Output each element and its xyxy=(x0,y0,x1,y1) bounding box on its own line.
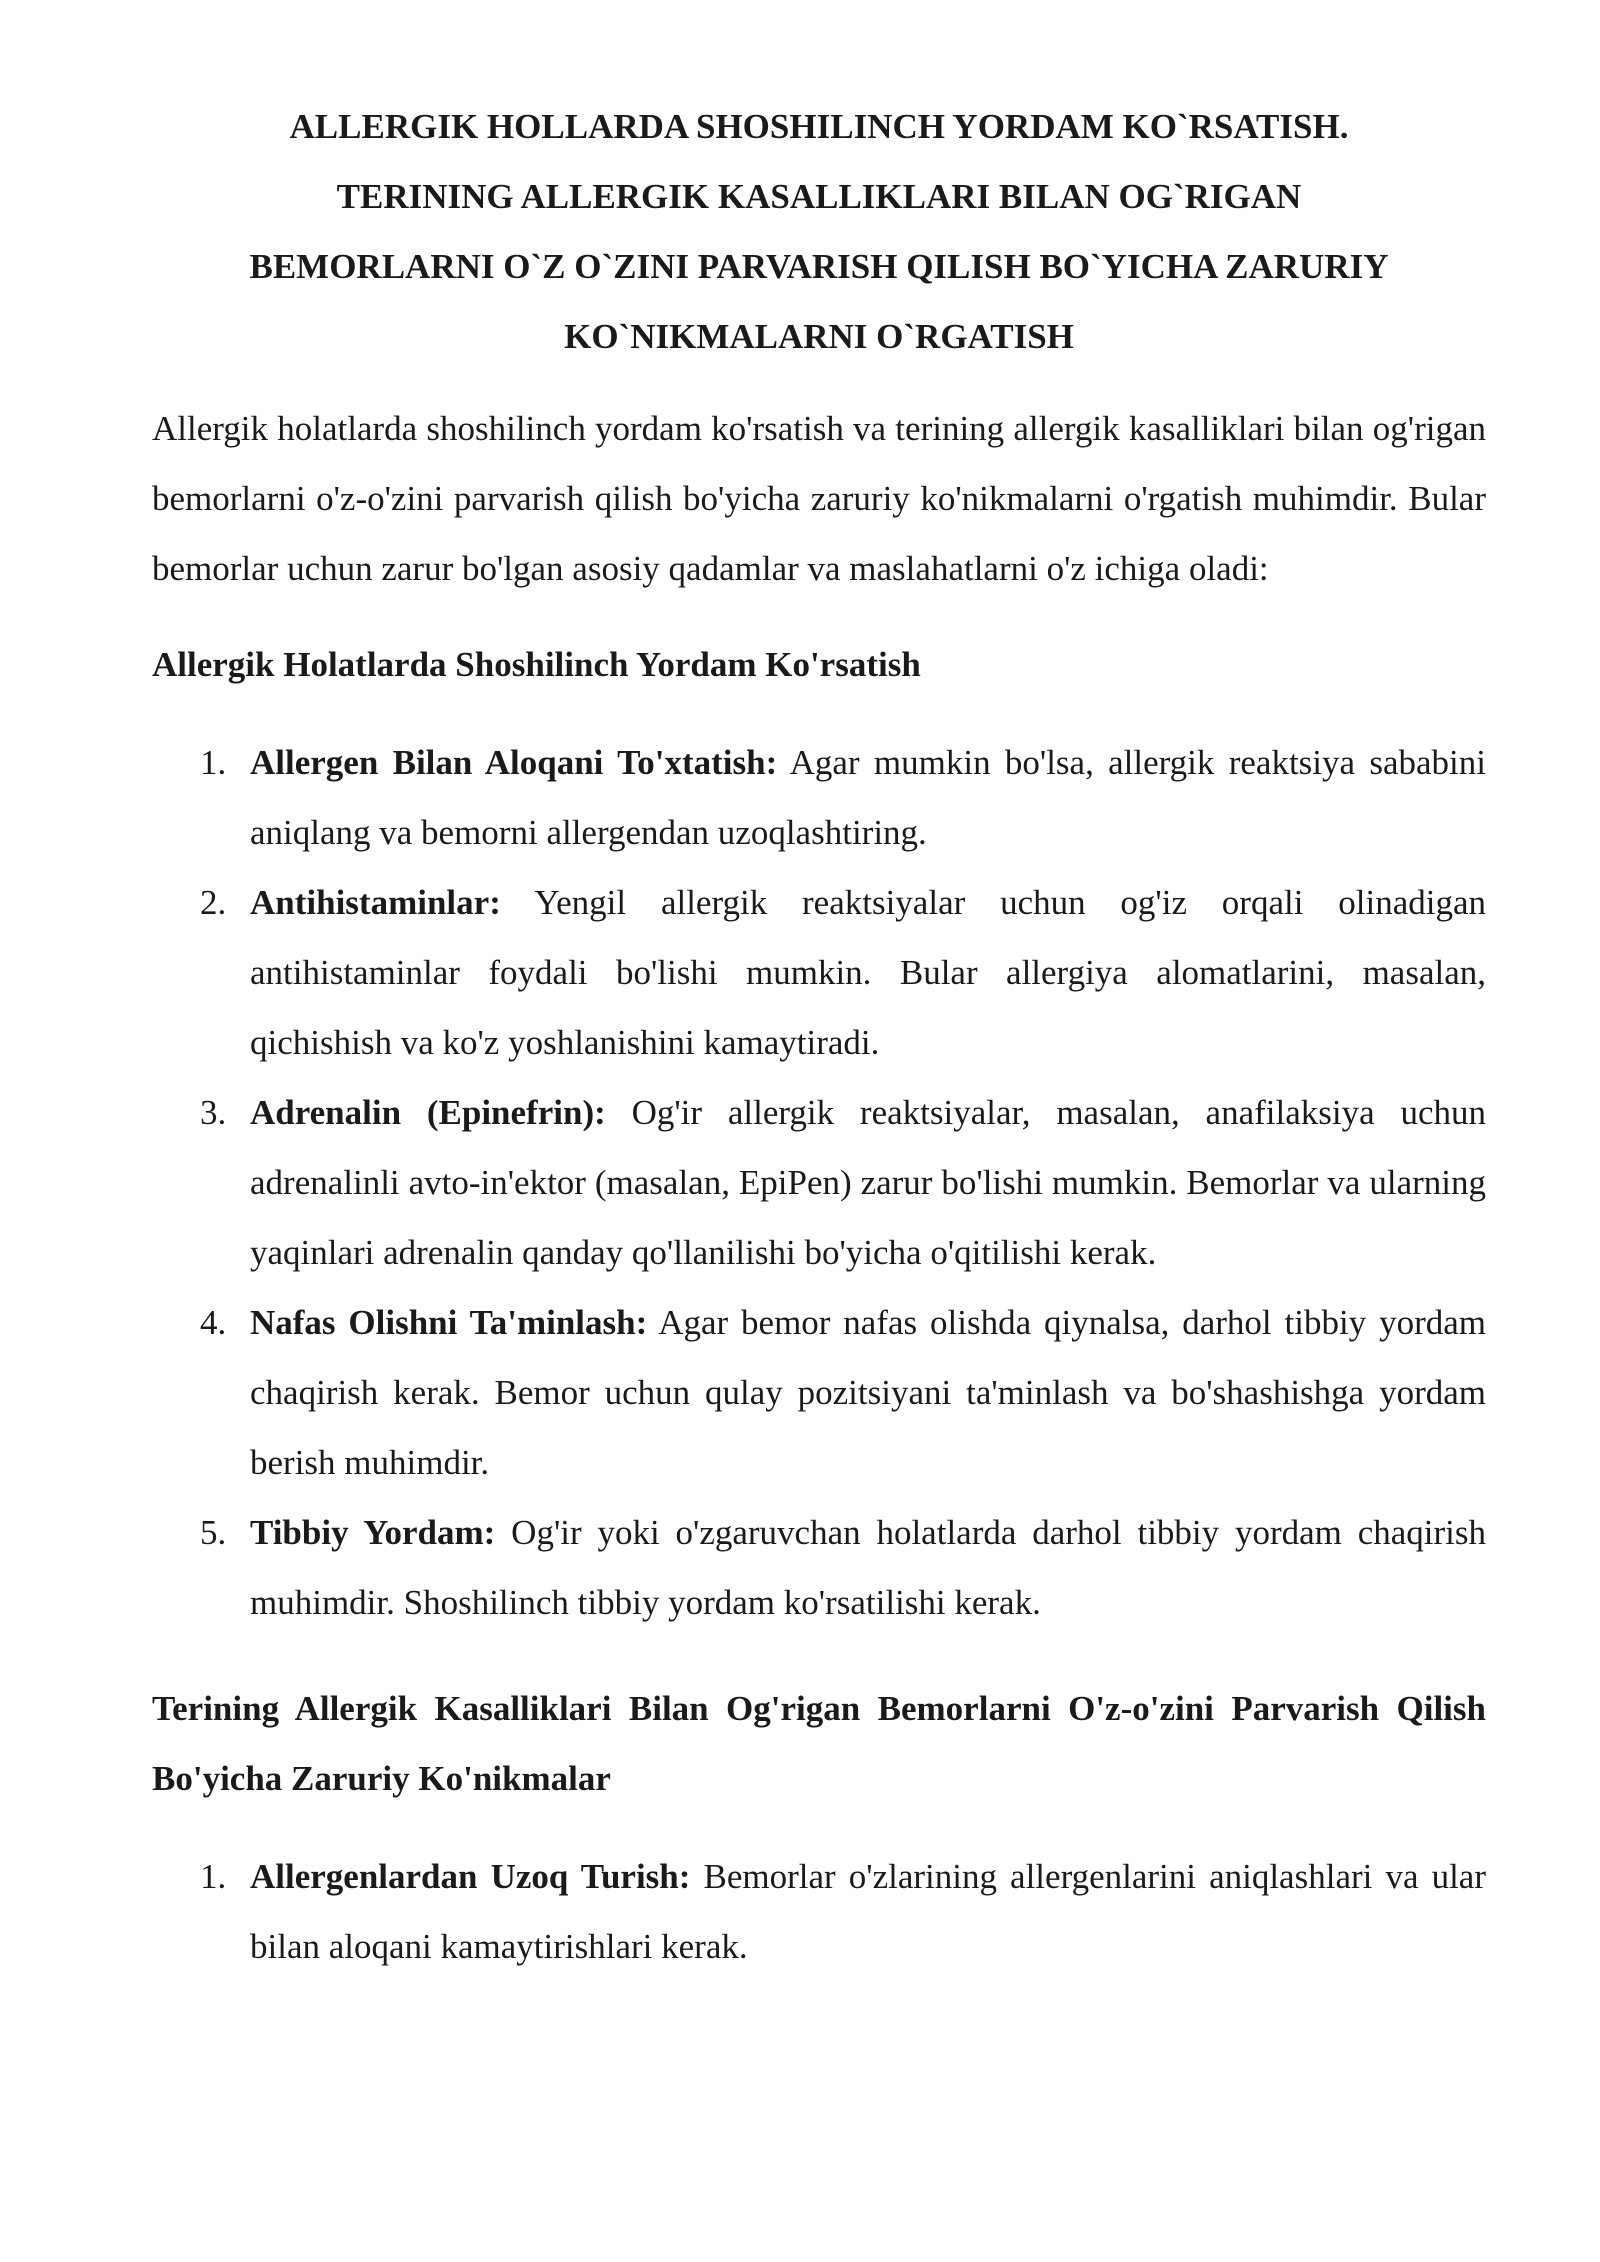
list-item-term: Tibbiy Yordam: xyxy=(250,1513,496,1552)
list-item xyxy=(152,728,1486,868)
list-item-term: Allergen Bilan Aloqani To'xtatish: xyxy=(250,743,778,782)
list-item-number: 3. xyxy=(200,1093,227,1132)
title-line: ALLERGIK HOLLARDA SHOSHILINCH YORDAM KO`RSATISH. xyxy=(289,107,1349,146)
title-line: TERINING ALLERGIK KASALLIKLARI BILAN OG`RIGAN xyxy=(336,177,1302,216)
list-item-term: Antihistaminlar: xyxy=(250,883,501,922)
title-line: KO`NIKMALARNI O`RGATISH xyxy=(564,317,1074,356)
list-item-text: Agar mumkin bo'lsa, allergik reaktsiya sababini aniqlang va bemorni allergendan uzoqlashtiring. xyxy=(250,743,1487,852)
list-item xyxy=(152,1078,1486,1288)
intro-paragraph: Allergik holatlarda shoshilinch yordam ko'rsatish va terining allergik kasalliklari bilan og'rigan bemorlarni o'z-o'zini parvarish qilish bo'yicha zaruriy ko'nikmalarni o'rgatish muhimdir. Bular bemorlar uchun zarur bo'lgan asosiy qadamlar va maslahatlarni o'z ichiga oladi: xyxy=(152,409,1486,588)
list-item xyxy=(152,1288,1486,1498)
list-item xyxy=(152,1498,1486,1638)
list-item-text: Agar bemor nafas olishda qiynalsa, darhol tibbiy yordam chaqirish kerak. Bemor uchun qulay pozitsiyani ta'minlash va bo'shashishga yordam berish muhimdir. xyxy=(250,1303,1486,1482)
title-line: BEMORLARNI O`Z O`ZINI PARVARISH QILISH BO`YICHA ZARURIY xyxy=(249,247,1389,286)
list-item-text: Bemorlar o'zlarining allergenlarini aniqlashlari va ular bilan aloqani kamaytirishlari kerak. xyxy=(250,1857,1486,1966)
document-page xyxy=(152,92,1486,1982)
list-item-number: 2. xyxy=(200,883,227,922)
list-item-term: Nafas Olishni Ta'minlash: xyxy=(250,1303,648,1342)
list-item-text: Yengil allergik reaktsiyalar uchun og'iz orqali olinadigan antihistaminlar foydali bo'lishi mumkin. Bular allergiya alomatlarini, masalan, qichishish va ko'z yoshlanishini kamaytiradi. xyxy=(250,883,1486,1062)
numbered-list xyxy=(152,728,1486,1638)
list-item xyxy=(152,1842,1486,1982)
list-item-number: 4. xyxy=(200,1303,227,1342)
list-item-text: Og'ir yoki o'zgaruvchan holatlarda darhol tibbiy yordam chaqirish muhimdir. Shoshilinch tibbiy yordam ko'rsatilishi kerak. xyxy=(250,1513,1487,1622)
list-item-number: 5. xyxy=(200,1513,227,1552)
section-heading: Terining Allergik Kasalliklari Bilan Og'rigan Bemorlarni O'z-o'zini Parvarish Qilish Bo'yicha Zaruriy Ko'nikmalar xyxy=(152,1689,1486,1798)
list-item-number: 1. xyxy=(200,743,227,782)
list-item-term: Adrenalin (Epinefrin): xyxy=(250,1093,606,1132)
numbered-list xyxy=(152,1842,1486,1982)
document-title xyxy=(152,92,1486,372)
section-heading: Allergik Holatlarda Shoshilinch Yordam Ko'rsatish xyxy=(152,645,921,684)
list-item xyxy=(152,868,1486,1078)
list-item-number: 1. xyxy=(200,1857,227,1896)
list-item-term: Allergenlardan Uzoq Turish: xyxy=(250,1857,691,1896)
list-item-text: Og'ir allergik reaktsiyalar, masalan, anafilaksiya uchun adrenalinli avto-in'ektor (masalan, EpiPen) zarur bo'lishi mumkin. Bemorlar va ularning yaqinlari adrenalin qanday qo'llanilishi bo'yicha o'qitilishi kerak. xyxy=(250,1093,1486,1272)
